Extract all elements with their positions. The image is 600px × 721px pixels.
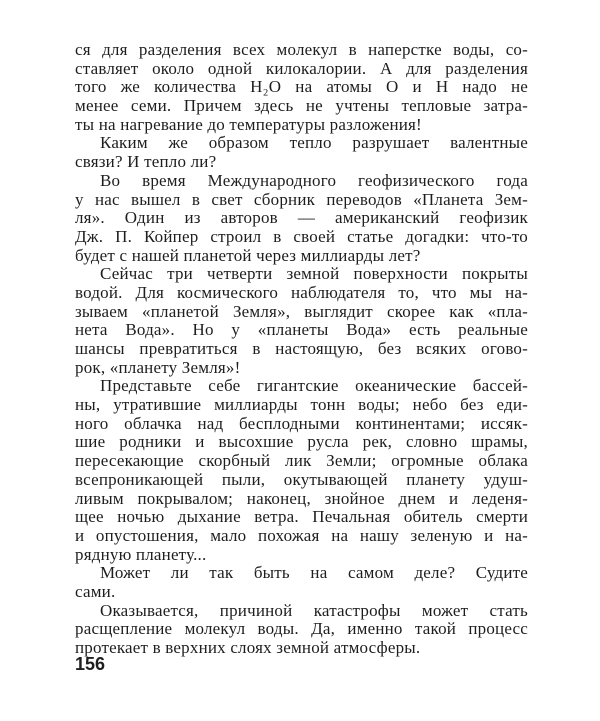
text-line: рядную планету... (75, 544, 207, 564)
page-number: 156 (75, 654, 106, 674)
paragraph (75, 41, 528, 134)
text-line: щее ночью дыхание ветра. Печальная обитель смерти (75, 507, 528, 527)
text-line: Во время Международного геофизического года (100, 170, 528, 190)
text-line: расщепление молекул воды. Да, именно такой процесс (75, 619, 528, 639)
text-line: всепроникающей пыли, окутывающей планету удуш- (75, 469, 528, 489)
paragraph (75, 172, 528, 265)
text-line: и опустошения, мало похожая на нашу зеленую и на- (75, 525, 528, 545)
text-line: Может ли так быть на самом деле? Судите (100, 563, 528, 583)
text-line: ля». Один из авторов — американский геофизик (75, 208, 528, 228)
text-line: ты на нагревание до температуры разложения! (75, 114, 422, 134)
paragraph (75, 602, 528, 658)
text-line: нета Вода». Но у «планеты Вода» есть реальные (75, 320, 528, 340)
text-line: Оказывается, причиной катастрофы может стать (100, 600, 528, 620)
text-line: шие родники и высохшие русла рек, словно шрамы, (75, 432, 528, 452)
text-line: ся для разделения всех молекул в наперстке воды, со- (75, 40, 528, 59)
text-line: сами. (75, 581, 116, 601)
text-line: будет с нашей планетой через миллиарды лет? (75, 245, 421, 265)
text-line: рок, «планету Земля»! (75, 357, 241, 377)
text-line: Представьте себе гигантские океанические бассей- (100, 376, 528, 396)
text-line: Каким же образом тепло разрушает валентные (100, 133, 528, 153)
text-line: у нас вышел в свет сборник переводов «Планета Зем- (75, 189, 528, 209)
paragraph (75, 564, 528, 601)
text-line: ливым покрывалом; наконец, знойное днем и леденя- (75, 488, 528, 508)
text-line: Дж. П. Койпер строил в своей статье догадки: что-то (75, 226, 528, 246)
text-line: протекает в верхних слоях земной атмосферы. (75, 638, 421, 657)
text-line: того же количества H₂O на атомы O и H надо не (75, 77, 528, 97)
text-line: Сейчас три четверти земной поверхности покрыты (100, 264, 528, 284)
text-line: шансы превратиться в настоящую, без всяких огово- (75, 339, 528, 358)
text-line: пересекающие скорбный лик Земли; огромные облака (75, 451, 528, 471)
text-line: ставляет около одной килокалории. А для разделения (75, 58, 528, 78)
text-line: зываем «планетой Земля», выглядит скорее как «пла- (75, 301, 528, 321)
text-line: менее семи. Причем здесь не учтены тепловые затра- (75, 96, 528, 116)
text-line: связи? И тепло ли? (75, 152, 217, 172)
page-body-text (75, 41, 528, 658)
paragraph (75, 377, 528, 564)
paragraph (75, 265, 528, 377)
text-line: ного облачка над бесплодными континентами; иссяк- (75, 413, 528, 433)
text-line: водой. Для космического наблюдателя то, что мы на- (75, 282, 528, 302)
text-line: ны, утратившие миллиарды тонн воды; небо без еди- (75, 395, 528, 415)
paragraph (75, 134, 528, 171)
